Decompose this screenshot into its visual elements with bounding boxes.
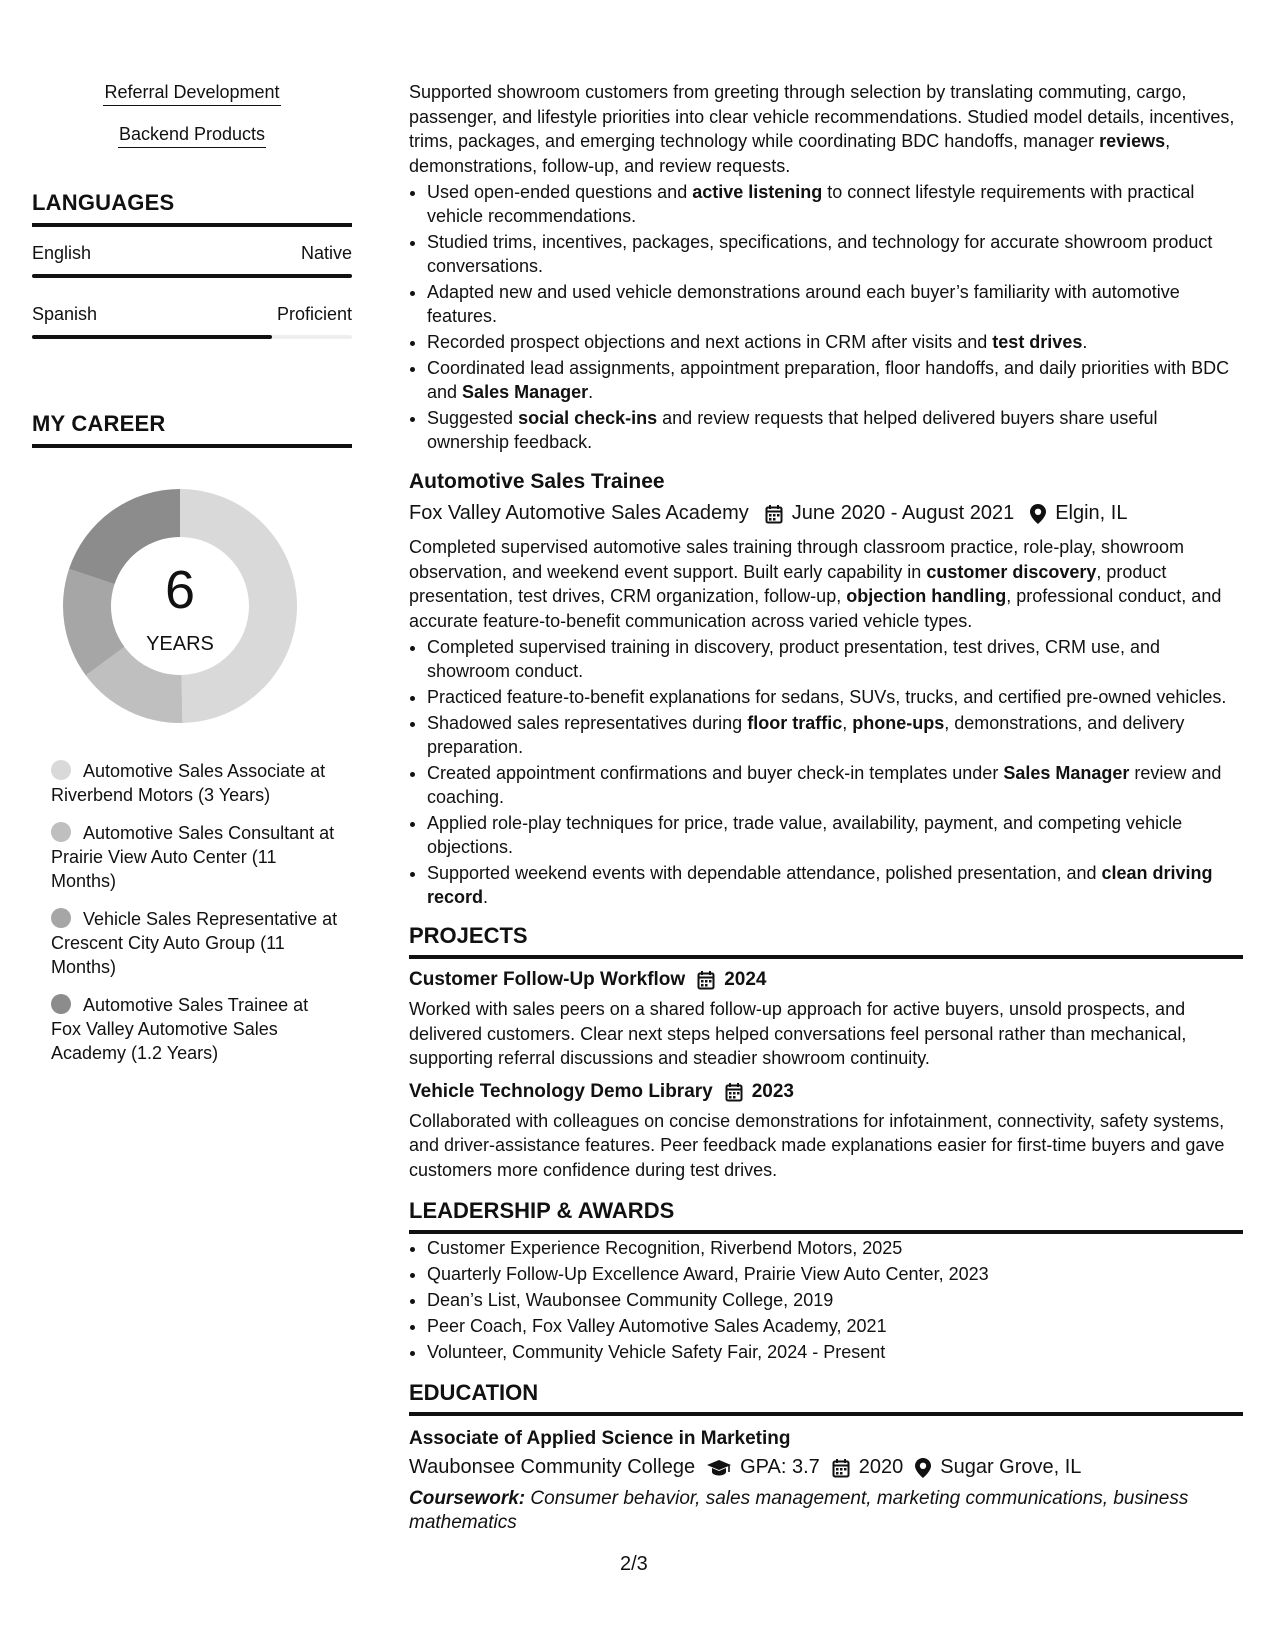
language-item — [32, 304, 352, 339]
job-summary: Completed supervised automotive sales training through classroom practice, role-play, showroom observation, and weekend event support. Built early capability in customer discovery, product presentation, test drives, CRM organization, follow-up, objection handling, professional conduct, and accurate feature-to-benefit communication across varied vehicle types. — [409, 537, 1222, 631]
language-bar-fill — [32, 335, 272, 339]
list-item: • Customer Experience Recognition, Riverbend Motors, 2025 — [427, 1236, 1243, 1260]
career-legend-item: Automotive Sales Associate at Riverbend Motors (3 Years) — [51, 761, 326, 805]
career-legend-item: Vehicle Sales Representative at Crescent City Auto Group (11 Months) — [51, 909, 338, 977]
legend-dot-icon — [51, 908, 71, 928]
project-year: 2023 — [751, 1080, 795, 1102]
skill-item: Referral Development — [32, 82, 352, 106]
list-item: • Suggested social check-ins and review requests that helped delivered buyers share useful ownership feedback. — [427, 406, 1243, 454]
career-total-unit: YEARS — [146, 633, 214, 655]
graduation-cap-icon — [707, 1459, 731, 1477]
list-item: • Quarterly Follow-Up Excellence Award, Prairie View Auto Center, 2023 — [427, 1262, 1243, 1286]
list-item: • Recorded prospect objections and next actions in CRM after visits and test drives. — [427, 330, 1243, 354]
list-item: • Studied trims, incentives, packages, specifications, and technology for accurate showroom product conversations. — [427, 230, 1243, 278]
awards-list — [409, 1236, 1243, 1364]
project-description: Collaborated with colleagues on concise demonstrations for infotainment, connectivity, safety systems, and driver-assistance features. Peer feedback made explanations easier for first-time buyers and gave customers more confidence during test drives. — [409, 1110, 1225, 1180]
language-name: English — [32, 243, 92, 263]
career-legend-item: Automotive Sales Trainee at Fox Valley Automotive Sales Academy (1.2 Years) — [51, 995, 309, 1063]
list-item: • Dean’s List, Waubonsee Community College, 2019 — [427, 1288, 1243, 1312]
language-bar — [32, 335, 352, 339]
legend-dot-icon — [51, 760, 71, 780]
language-level: Native — [300, 243, 352, 263]
legend-dot-icon — [51, 994, 71, 1014]
list-item: • Coordinated lead assignments, appointment preparation, floor handoffs, and daily priorities with BDC and Sales Manager. — [427, 356, 1243, 404]
career-total-number: 6 — [164, 560, 196, 620]
list-item: • Created appointment confirmations and buyer check-in templates under Sales Manager review and coaching. — [427, 761, 1243, 809]
calendar-icon — [765, 504, 783, 524]
list-item: • Supported weekend events with dependable attendance, polished presentation, and clean driving record. — [427, 861, 1243, 909]
project-item — [409, 969, 1243, 1071]
career-legend-item: Automotive Sales Consultant at Prairie View Auto Center (11 Months) — [51, 823, 335, 891]
sidebar — [32, 82, 352, 1079]
list-item: • Completed supervised training in discovery, product presentation, test drives, CRM use, and showroom conduct. — [427, 635, 1243, 683]
list-item: • Practiced feature-to-benefit explanations for sedans, SUVs, trucks, and certified pre-owned vehicles. — [427, 685, 1243, 709]
project-title: Vehicle Technology Demo Library — [409, 1080, 713, 1102]
calendar-icon — [697, 970, 715, 990]
list-item: • Peer Coach, Fox Valley Automotive Sales Academy, 2021 — [427, 1314, 1243, 1338]
list-item: • Volunteer, Community Vehicle Safety Fair, 2024 - Present — [427, 1340, 1243, 1364]
list-item: • Shadowed sales representatives during floor traffic, phone-ups, demonstrations, and delivery preparation. — [427, 711, 1243, 759]
project-item — [409, 1081, 1243, 1183]
location-pin-icon — [1030, 504, 1046, 524]
gpa: GPA: 3.7 — [740, 1456, 820, 1478]
project-description: Worked with sales peers on a shared follow-up approach for active buyers, unsold prospects, and delivered customers. Clear next steps helped conversations feel personal rather than mechanical, supporting referral discussions and steadier showroom continuity. — [409, 999, 1187, 1068]
school-location: Sugar Grove, IL — [940, 1456, 1082, 1478]
calendar-icon — [725, 1082, 743, 1102]
page-number: 2/3 — [620, 1553, 648, 1575]
calendar-icon — [832, 1458, 850, 1478]
language-level: Proficient — [276, 304, 352, 324]
job-location: Elgin, IL — [1055, 502, 1128, 524]
language-item — [32, 243, 352, 278]
skill-item: Backend Products — [32, 124, 352, 148]
career-donut-chart — [55, 481, 305, 731]
education-heading: EDUCATION — [409, 1380, 1243, 1416]
languages-heading: LANGUAGES — [32, 190, 352, 227]
intro-bullets — [409, 180, 1243, 454]
language-bar-fill — [32, 274, 352, 278]
job-meta — [409, 502, 1243, 525]
career-legend — [51, 759, 341, 1065]
main-column — [409, 80, 1243, 1535]
project-year: 2024 — [724, 969, 767, 990]
coursework: Coursework: Consumer behavior, sales management, marketing communications, business mathematics — [409, 1488, 1189, 1533]
list-item: • Used open-ended questions and active listening to connect lifestyle requirements with practical vehicle recommendations. — [427, 180, 1243, 228]
location-pin-icon — [915, 1458, 931, 1478]
job-title: Automotive Sales Trainee — [409, 470, 665, 493]
degree-title: Associate of Applied Science in Marketing — [409, 1428, 791, 1449]
intro-paragraph: Supported showroom customers from greeting through selection by translating commuting, cargo, passenger, and lifestyle priorities into clear vehicle recommendations. Studied model details, incentives, trims, packages, and emerging technology while coordinating BDC handoffs, manager reviews, demonstrations, follow-up, and review requests. — [409, 82, 1235, 176]
job-dates: June 2020 - August 2021 — [791, 502, 1015, 524]
language-name: Spanish — [32, 304, 98, 324]
career-heading: MY CAREER — [32, 411, 352, 448]
project-title: Customer Follow-Up Workflow — [409, 969, 686, 990]
legend-dot-icon — [51, 822, 71, 842]
graduation-year: 2020 — [858, 1456, 904, 1478]
awards-heading: LEADERSHIP & AWARDS — [409, 1198, 1243, 1234]
job-company: Fox Valley Automotive Sales Academy — [409, 502, 749, 524]
projects-heading: PROJECTS — [409, 923, 1243, 959]
education-meta — [409, 1456, 1243, 1479]
job-bullets — [409, 635, 1243, 909]
language-bar — [32, 274, 352, 278]
list-item: • Applied role-play techniques for price, trade value, availability, payment, and competing vehicle objections. — [427, 811, 1243, 859]
school-name: Waubonsee Community College — [409, 1456, 696, 1478]
list-item: • Adapted new and used vehicle demonstrations around each buyer’s familiarity with automotive features. — [427, 280, 1243, 328]
